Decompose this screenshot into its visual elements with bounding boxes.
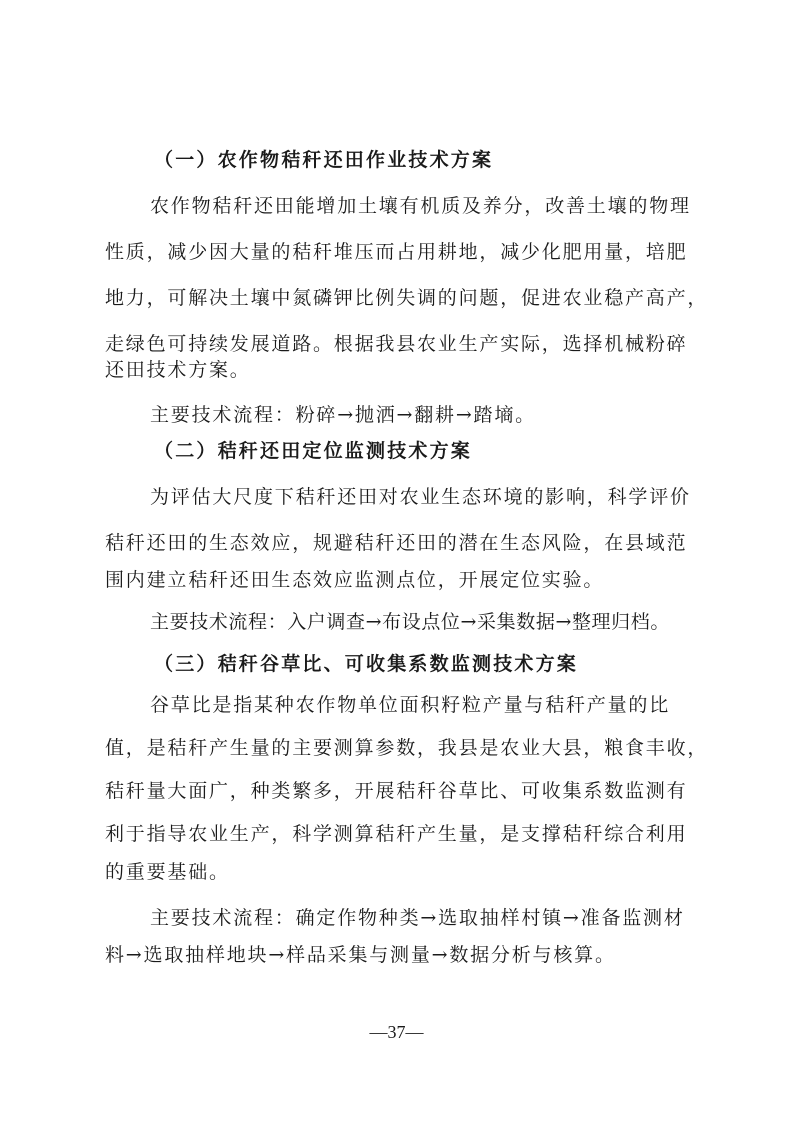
section-3-heading: （三）秸秆谷草比、可收集系数监测技术方案: [154, 653, 579, 675]
section-3-body-line: 值，是秸秆产生量的主要测算参数，我县是农业大县，粮食丰收，: [105, 737, 709, 759]
section-1-body-line: 农作物秸秆还田能增加土壤有机质及养分，改善土壤的物理: [150, 195, 691, 217]
section-1-heading: （一）农作物秸秆还田作业技术方案: [154, 149, 494, 171]
section-3-process-line: 主要技术流程：确定作物种类→选取抽样村镇→准备监测材: [150, 907, 685, 929]
section-2-body-line: 为评估大尺度下秸秆还田对农业生态环境的影响，科学评价: [150, 486, 691, 508]
section-3-process-line: 料→选取抽样地块→样品采集与测量→数据分析与核算。: [105, 944, 616, 966]
section-2-body-line: 围内建立秸秆还田生态效应监测点位，开展定位实验。: [105, 569, 605, 591]
section-1-body-line: 地力，可解决土壤中氮磷钾比例失调的问题，促进农业稳产高产，: [105, 287, 709, 309]
section-2-heading: （二）秸秆还田定位监测技术方案: [154, 440, 473, 462]
page-number: —37—: [369, 1022, 424, 1042]
section-1-body-line: 走绿色可持续发展道路。根据我县农业生产实际，选择机械粉碎: [105, 333, 688, 355]
section-3-body-line: 的重要基础。: [105, 861, 230, 883]
section-1-body-line: 还田技术方案。: [105, 359, 251, 381]
section-2-process: 主要技术流程：入户调查→布设点位→采集数据→整理归档。: [150, 611, 670, 633]
section-1-body-line: 性质，减少因大量的秸秆堆压而占用耕地，减少化肥用量，培肥: [105, 241, 688, 263]
section-1-process: 主要技术流程：粉碎→抛洒→翻耕→踏墒。: [150, 404, 536, 426]
section-2-body-line: 秸秆还田的生态效应，规避秸秆还田的潜在生态风险，在县域范: [105, 532, 688, 554]
section-3-body-line: 秸秆量大面广，种类繁多，开展秸秆谷草比、可收集系数监测有: [105, 780, 688, 802]
section-3-body-line: 利于指导农业生产，科学测算秸秆产生量，是支撑秸秆综合利用: [105, 823, 688, 845]
section-3-body-line: 谷草比是指某种农作物单位面积籽粒产量与秸秆产量的比: [150, 694, 671, 716]
